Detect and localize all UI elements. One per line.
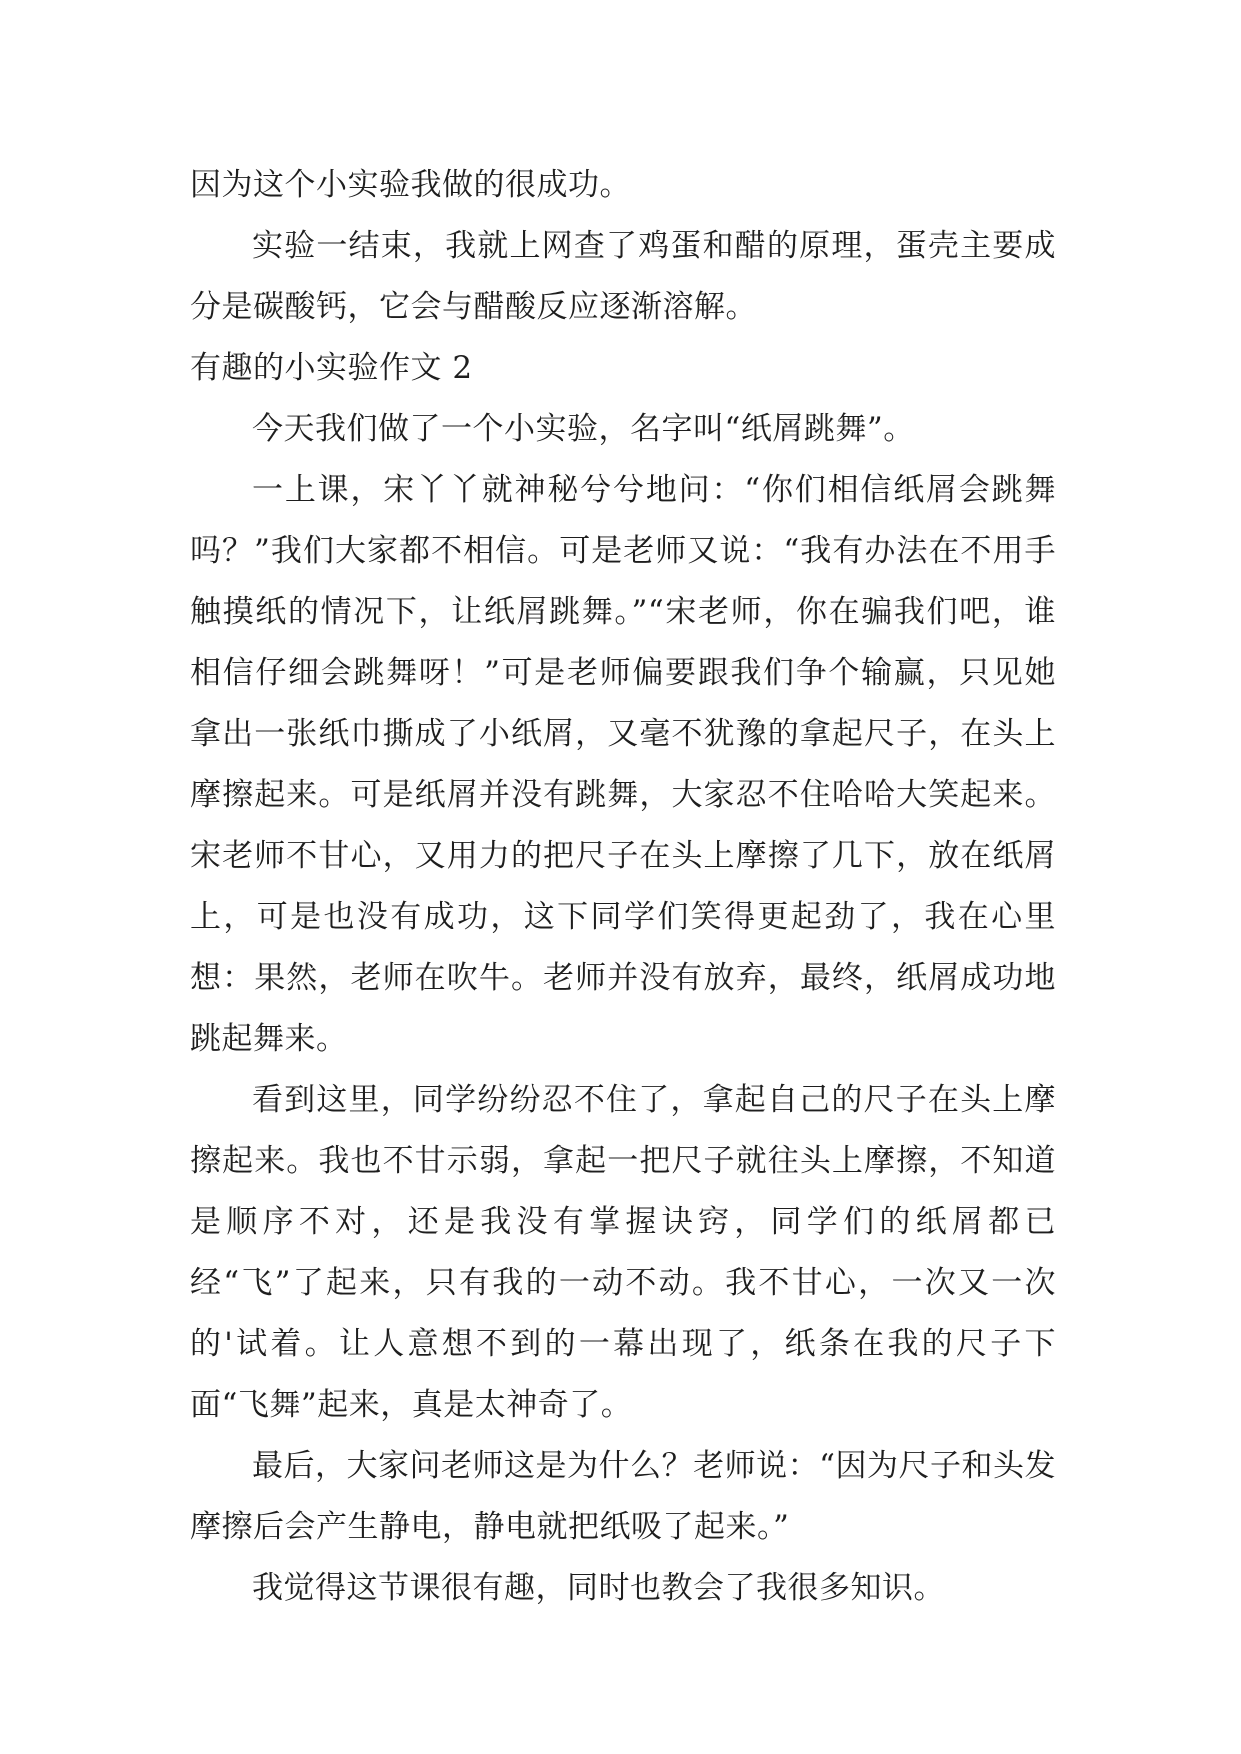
paragraph-explanation: 最后，大家问老师这是为什么？老师说：“因为尺子和头发摩擦后会产生静电，静电就把纸吸了起来。” (190, 1448, 1056, 1545)
document-page (190, 155, 1056, 1619)
paragraph-conclusion-line: 因为这个小实验我做的很成功。 (190, 167, 631, 203)
paragraph-closing: 我觉得这节课很有趣，同时也教会了我很多知识。 (252, 1570, 945, 1606)
paragraph-intro: 今天我们做了一个小实验，名字叫“纸屑跳舞”。 (252, 411, 915, 447)
paragraph-demonstration: 一上课，宋丫丫就神秘兮兮地问：“你们相信纸屑会跳舞吗？”我们大家都不相信。可是老师又说：“我有办法在不用手触摸纸的情况下，让纸屑跳舞。”“宋老师，你在骗我们吧，谁相信仔细会跳舞呀！”可是老师偏要跟我们争个输赢，只见她拿出一张纸巾撕成了小纸屑，又毫不犹豫的拿起尺子，在头上摩擦起来。可是纸屑并没有跳舞，大家忍不住哈哈大笑起来。宋老师不甘心，又用力的把尺子在头上摩擦了几下，放在纸屑上，可是也没有成功，这下同学们笑得更起劲了，我在心里想：果然，老师在吹牛。老师并没有放弃，最终，纸屑成功地跳起舞来。 (190, 472, 1056, 1057)
essay-title: 有趣的小实验作文 2 (190, 350, 473, 386)
paragraph-classmates: 看到这里，同学纷纷忍不住了，拿起自己的尺子在头上摩擦起来。我也不甘示弱，拿起一把尺子就往头上摩擦，不知道是顺序不对，还是我没有掌握诀窍，同学们的纸屑都已经“飞”了起来，只有我的一动不动。我不甘心，一次又一次的'试着。让人意想不到的一幕出现了，纸条在我的尺子下面“飞舞”起来，真是太神奇了。 (190, 1082, 1056, 1423)
paragraph-principle: 实验一结束，我就上网查了鸡蛋和醋的原理，蛋壳主要成分是碳酸钙，它会与醋酸反应逐渐溶解。 (190, 228, 1056, 325)
